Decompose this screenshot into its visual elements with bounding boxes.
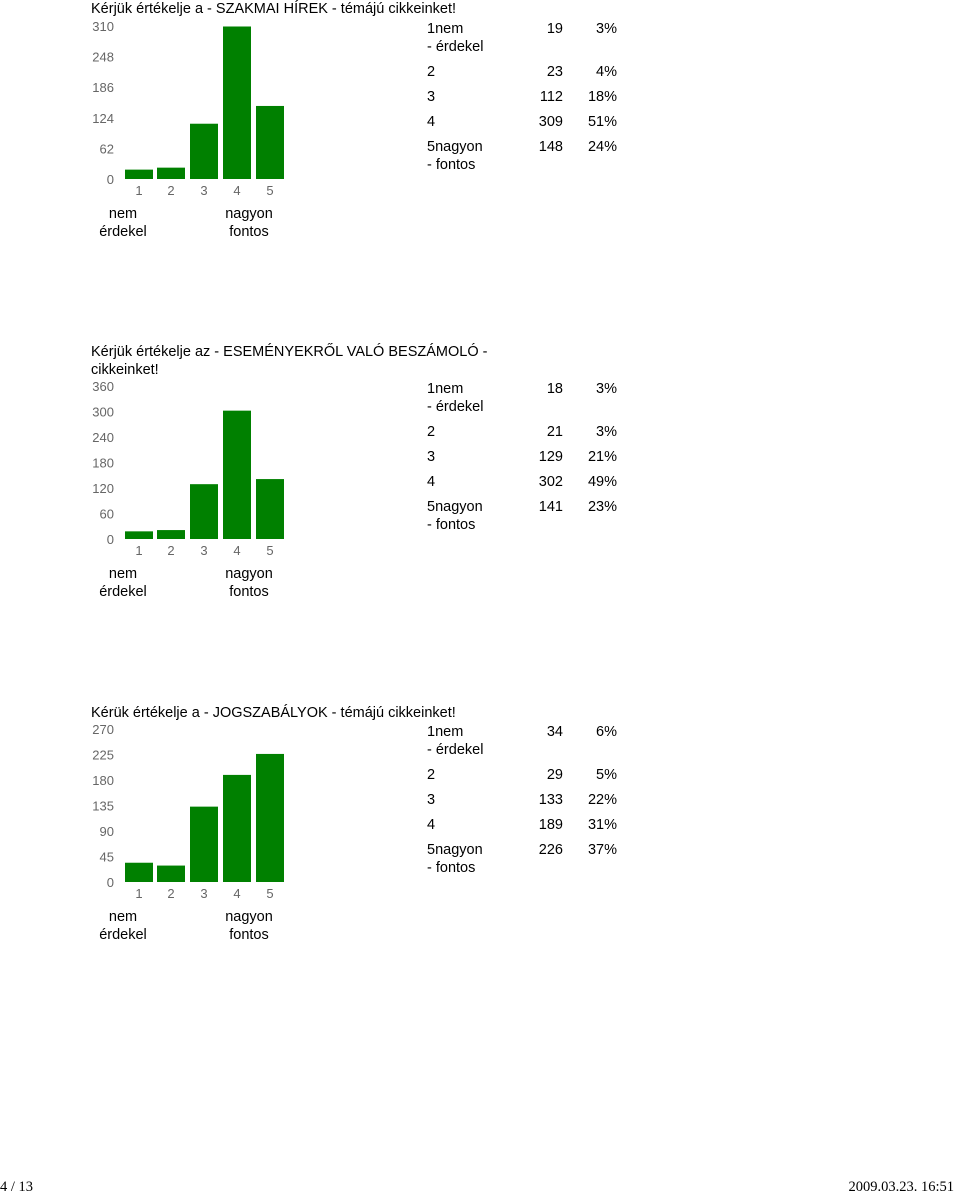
bar: [223, 26, 251, 179]
x-tick-label: 1: [135, 886, 143, 901]
option-label-line: 3: [427, 792, 436, 808]
bar: [157, 168, 185, 179]
scale-low-line1: nem: [108, 206, 138, 222]
response-percent: 21%: [587, 449, 617, 465]
bar: [223, 411, 251, 539]
option-label-line: 4: [427, 817, 436, 833]
x-tick-label: 2: [167, 543, 175, 558]
option-label-line: 5nagyon: [427, 842, 483, 858]
option-label: [427, 113, 505, 138]
stats-row: [427, 498, 617, 541]
option-label-line: - fontos: [427, 157, 476, 173]
bar: [125, 170, 153, 179]
bar: [256, 754, 284, 882]
option-label-line: 4: [427, 114, 436, 130]
x-tick-label: 1: [135, 543, 143, 558]
scale-high-line1: nagyon: [225, 566, 273, 582]
y-tick-label: 124: [92, 110, 114, 126]
bar-chart: [91, 18, 291, 208]
option-label: [427, 448, 505, 473]
question-title: Kérjük értékelje az - ESEMÉNYEKRŐL VALÓ BESZÁMOLÓ - cikkeinket!: [91, 344, 488, 378]
option-label: [427, 816, 505, 841]
stats-row: [427, 766, 617, 791]
y-tick-label: 90: [99, 824, 114, 839]
scale-low-label: [78, 908, 168, 944]
response-count: 141: [538, 499, 563, 515]
response-percent: 37%: [587, 842, 617, 858]
stats-table: [427, 723, 617, 884]
scale-low-line2: érdekel: [99, 927, 147, 943]
scale-low-line1: nem: [108, 566, 138, 582]
option-label: [427, 473, 505, 498]
y-tick-label: 135: [92, 798, 114, 814]
x-tick-label: 3: [200, 183, 208, 198]
option-label-line: - fontos: [427, 517, 476, 533]
stats-row: [427, 841, 617, 884]
response-percent: 51%: [587, 114, 617, 130]
option-label-line: 2: [427, 64, 436, 80]
page-number: 4 / 13: [0, 1179, 34, 1195]
bar: [125, 531, 153, 539]
scale-low-line2: érdekel: [99, 584, 147, 600]
bar: [256, 106, 284, 179]
scale-high-line2: fontos: [229, 927, 269, 943]
response-percent: 6%: [596, 724, 617, 740]
question-title: Kérük értékelje a - JOGSZABÁLYOK - témájú cikkeinket!: [91, 705, 456, 721]
stats-row: [427, 448, 617, 473]
option-label: [427, 380, 505, 423]
y-tick-label: 0: [106, 532, 114, 547]
response-count: 18: [546, 381, 563, 397]
stats-row: [427, 791, 617, 816]
stats-row: [427, 63, 617, 88]
option-label-line: - érdekel: [427, 399, 484, 415]
option-label-line: 2: [427, 424, 436, 440]
response-count: 148: [538, 139, 563, 155]
y-tick-label: 62: [99, 141, 114, 157]
stats-row: [427, 113, 617, 138]
option-label-line: - fontos: [427, 860, 476, 876]
response-percent: 5%: [596, 767, 617, 783]
stats-row: [427, 816, 617, 841]
bar: [157, 530, 185, 539]
y-tick-label: 248: [92, 49, 114, 65]
bar: [190, 484, 218, 539]
scale-high-label: [204, 908, 294, 944]
response-count: 129: [538, 449, 563, 465]
option-label-line: 5nagyon: [427, 139, 483, 155]
option-label: [427, 423, 505, 448]
stats-row: [427, 380, 617, 423]
response-percent: 3%: [596, 21, 617, 37]
stats-row: [427, 20, 617, 63]
response-count: 226: [538, 842, 563, 858]
response-percent: 18%: [587, 89, 617, 105]
response-count: 19: [546, 21, 563, 37]
option-label: [427, 63, 505, 88]
bar-chart: [91, 378, 291, 568]
x-tick-label: 4: [233, 183, 241, 198]
option-label: [427, 766, 505, 791]
response-percent: 31%: [587, 817, 617, 833]
response-count: 309: [538, 114, 563, 130]
option-label-line: 1nem: [427, 724, 464, 740]
response-percent: 23%: [587, 499, 617, 515]
scale-low-label: [78, 565, 168, 601]
response-count: 189: [538, 817, 563, 833]
x-tick-label: 5: [266, 183, 274, 198]
response-count: 302: [538, 474, 563, 490]
x-tick-label: 3: [200, 886, 208, 901]
option-label: [427, 791, 505, 816]
bar: [125, 863, 153, 882]
bar: [190, 807, 218, 882]
option-label: [427, 841, 505, 884]
y-tick-label: 300: [92, 404, 114, 420]
option-label: [427, 20, 505, 63]
stats-row: [427, 423, 617, 448]
x-tick-label: 5: [266, 543, 274, 558]
y-tick-label: 180: [92, 773, 114, 788]
x-tick-label: 4: [233, 886, 241, 901]
option-label: [427, 88, 505, 113]
y-tick-label: 45: [99, 849, 114, 865]
response-count: 29: [546, 767, 563, 783]
response-percent: 24%: [587, 139, 617, 155]
x-tick-label: 1: [135, 183, 143, 198]
y-tick-label: 180: [92, 455, 114, 471]
print-datetime: 2009.03.23. 16:51: [848, 1179, 954, 1195]
response-percent: 3%: [596, 424, 617, 440]
response-count: 23: [546, 64, 563, 80]
scale-high-line1: nagyon: [225, 909, 273, 925]
scale-low-line1: nem: [108, 909, 138, 925]
y-tick-label: 225: [92, 747, 114, 763]
stats-row: [427, 473, 617, 498]
x-tick-label: 3: [200, 543, 208, 558]
option-label-line: 5nagyon: [427, 499, 483, 515]
scale-high-line2: fontos: [229, 584, 269, 600]
option-label-line: 3: [427, 449, 436, 465]
y-tick-label: 310: [92, 19, 114, 34]
option-label-line: 2: [427, 767, 436, 783]
y-tick-label: 0: [106, 172, 114, 187]
scale-high-line1: nagyon: [225, 206, 273, 222]
option-label-line: - érdekel: [427, 39, 484, 55]
x-tick-label: 4: [233, 543, 241, 558]
option-label-line: 4: [427, 474, 436, 490]
response-percent: 3%: [596, 381, 617, 397]
y-tick-label: 240: [92, 430, 114, 445]
stats-row: [427, 138, 617, 181]
response-percent: 22%: [587, 792, 617, 808]
option-label: [427, 138, 505, 181]
scale-low-label: [78, 205, 168, 241]
y-tick-label: 360: [92, 379, 114, 394]
y-tick-label: 0: [106, 875, 114, 890]
option-label-line: - érdekel: [427, 742, 484, 758]
option-label: [427, 723, 505, 766]
option-label-line: 1nem: [427, 21, 464, 37]
y-tick-label: 120: [92, 481, 114, 496]
bar: [157, 866, 185, 882]
x-tick-label: 2: [167, 183, 175, 198]
option-label: [427, 498, 505, 541]
y-tick-label: 186: [92, 80, 114, 96]
bar-chart: [91, 721, 291, 911]
x-tick-label: 5: [266, 886, 274, 901]
scale-high-line2: fontos: [229, 224, 269, 240]
response-count: 112: [539, 89, 563, 105]
scale-low-line2: érdekel: [99, 224, 147, 240]
stats-table: [427, 380, 617, 541]
scale-high-label: [204, 205, 294, 241]
x-tick-label: 2: [167, 886, 175, 901]
bar: [190, 124, 218, 179]
bar: [223, 775, 251, 882]
response-count: 34: [546, 724, 563, 740]
stats-row: [427, 88, 617, 113]
option-label-line: 3: [427, 89, 436, 105]
stats-row: [427, 723, 617, 766]
bar: [256, 479, 284, 539]
option-label-line: 1nem: [427, 381, 464, 397]
scale-high-label: [204, 565, 294, 601]
response-percent: 4%: [596, 64, 617, 80]
y-tick-label: 270: [92, 722, 114, 737]
response-count: 21: [546, 424, 563, 440]
stats-table: [427, 20, 617, 181]
response-percent: 49%: [587, 474, 617, 490]
question-title: Kérjük értékelje a - SZAKMAI HÍREK - témájú cikkeinket!: [91, 1, 457, 17]
response-count: 133: [538, 792, 563, 808]
y-tick-label: 60: [99, 506, 114, 522]
